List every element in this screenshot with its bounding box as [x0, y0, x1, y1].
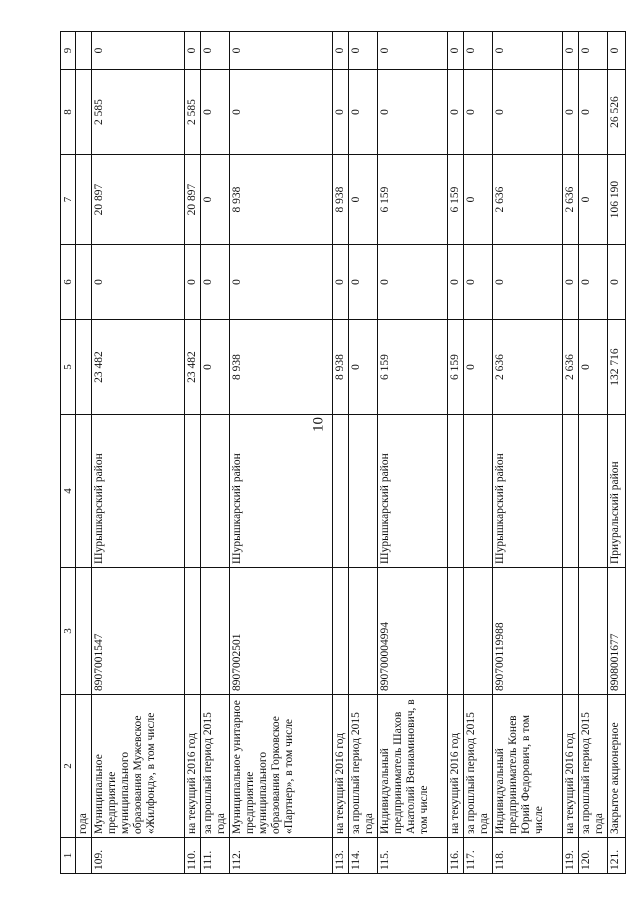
table-row — [448, 32, 464, 874]
value-cell: 0 — [185, 245, 201, 320]
rotated-table-container — [60, 32, 627, 874]
row-number-cell: 111. — [201, 838, 230, 874]
table-cell — [76, 155, 92, 245]
row-number-cell: 117. — [464, 838, 493, 874]
value-cell: 26 526 — [608, 70, 626, 155]
value-cell: 0 — [464, 32, 493, 70]
table-cell — [76, 320, 92, 415]
table-row — [230, 32, 333, 874]
district-cell — [349, 415, 378, 568]
value-cell: 6 159 — [378, 320, 448, 415]
header-cell: 7 — [61, 155, 76, 245]
value-cell: 2 636 — [493, 155, 563, 245]
table-cell — [76, 838, 92, 874]
value-cell: 0 — [464, 245, 493, 320]
value-cell: 0 — [201, 70, 230, 155]
table-row — [464, 32, 493, 874]
value-cell: 0 — [493, 32, 563, 70]
inn-cell: 8907001547 — [92, 568, 185, 695]
header-cell: 3 — [61, 568, 76, 695]
table-cell — [76, 70, 92, 155]
entity-name-cell: Муниципальное предприятие муниципального образования Мужевское «Жилфонд», в том числе — [92, 695, 185, 838]
data-table — [60, 31, 626, 874]
header-row — [61, 32, 76, 874]
value-cell: 0 — [201, 320, 230, 415]
value-cell: 0 — [608, 32, 626, 70]
district-cell — [563, 415, 579, 568]
value-cell: 0 — [230, 70, 333, 155]
header-cell: 2 — [61, 695, 76, 838]
table-row — [563, 32, 579, 874]
value-cell: 0 — [333, 32, 349, 70]
district-cell — [464, 415, 493, 568]
value-cell: 2 585 — [92, 70, 185, 155]
value-cell: 23 482 — [92, 320, 185, 415]
header-cell: 8 — [61, 70, 76, 155]
value-cell: 8 938 — [230, 320, 333, 415]
value-cell: 0 — [448, 32, 464, 70]
row-number-cell: 115. — [378, 838, 448, 874]
header-cell: 4 — [61, 415, 76, 568]
district-cell: Шурышкарский район — [92, 415, 185, 568]
value-cell: 0 — [464, 155, 493, 245]
district-cell — [579, 415, 608, 568]
district-cell: Приуральский район — [608, 415, 626, 568]
row-number-cell: 118. — [493, 838, 563, 874]
value-cell: 0 — [333, 70, 349, 155]
district-cell — [333, 415, 349, 568]
inn-cell — [349, 568, 378, 695]
table-body — [92, 32, 626, 874]
entity-name-cell: Муниципальное унитарное предприятие муниципального образования Горковское «Партнер», в том числе — [230, 695, 333, 838]
value-cell: 0 — [579, 155, 608, 245]
value-cell: 0 — [333, 245, 349, 320]
value-cell: 2 585 — [185, 70, 201, 155]
continuation-row — [76, 32, 92, 874]
value-cell: 0 — [563, 245, 579, 320]
row-number-cell: 114. — [349, 838, 378, 874]
value-cell: 0 — [378, 245, 448, 320]
inn-cell — [448, 568, 464, 695]
value-cell: 0 — [349, 32, 378, 70]
value-cell: 8 938 — [230, 155, 333, 245]
value-cell: 0 — [464, 70, 493, 155]
header-cell: 1 — [61, 838, 76, 874]
value-cell: 0 — [563, 32, 579, 70]
value-cell: 6 159 — [448, 155, 464, 245]
row-number-cell: 121. — [608, 838, 626, 874]
row-number-cell: 112. — [230, 838, 333, 874]
value-cell: 8 938 — [333, 155, 349, 245]
inn-cell: 8908001677 — [608, 568, 626, 695]
value-cell: 0 — [201, 245, 230, 320]
value-cell: 23 482 — [185, 320, 201, 415]
entity-name-cell: Индивидуальный предприниматель Конев Юрий Федорович, в том числе — [493, 695, 563, 838]
value-cell: 0 — [349, 155, 378, 245]
table-row — [92, 32, 185, 874]
table-cell: года — [76, 695, 92, 838]
value-cell: 0 — [563, 70, 579, 155]
row-number-cell: 120. — [579, 838, 608, 874]
table-row — [493, 32, 563, 874]
value-cell: 0 — [230, 245, 333, 320]
value-cell: 106 190 — [608, 155, 626, 245]
value-cell: 0 — [579, 70, 608, 155]
value-cell: 0 — [92, 245, 185, 320]
entity-name-cell: за прошлый период 2015 года — [579, 695, 608, 838]
inn-cell — [563, 568, 579, 695]
inn-cell: 890700004994 — [378, 568, 448, 695]
entity-name-cell: за прошлый период 2015 года — [349, 695, 378, 838]
header-cell: 6 — [61, 245, 76, 320]
value-cell: 0 — [378, 70, 448, 155]
entity-name-cell: Закрытое акционерное — [608, 695, 626, 838]
value-cell: 0 — [579, 320, 608, 415]
inn-cell — [185, 568, 201, 695]
value-cell: 20 897 — [92, 155, 185, 245]
header-cell: 9 — [61, 32, 76, 70]
value-cell: 6 159 — [448, 320, 464, 415]
district-cell: Шурышкарский район — [230, 415, 333, 568]
row-number-cell: 119. — [563, 838, 579, 874]
value-cell: 2 636 — [563, 320, 579, 415]
table-cell — [76, 568, 92, 695]
value-cell: 0 — [349, 70, 378, 155]
value-cell: 0 — [493, 245, 563, 320]
table-row — [185, 32, 201, 874]
entity-name-cell: на текущий 2016 год — [185, 695, 201, 838]
table-row — [608, 32, 626, 874]
value-cell: 2 636 — [493, 320, 563, 415]
value-cell: 8 938 — [333, 320, 349, 415]
district-cell — [201, 415, 230, 568]
value-cell: 20 897 — [185, 155, 201, 245]
entity-name-cell: Индивидуальный предприниматель Шахов Анатолий Вениаминович, в том числе — [378, 695, 448, 838]
table-row — [378, 32, 448, 874]
value-cell: 2 636 — [563, 155, 579, 245]
page-number: 10 — [310, 417, 327, 432]
value-cell: 0 — [92, 32, 185, 70]
table-row — [579, 32, 608, 874]
district-cell — [185, 415, 201, 568]
row-number-cell: 109. — [92, 838, 185, 874]
inn-cell — [464, 568, 493, 695]
entity-name-cell: на текущий 2016 год — [448, 695, 464, 838]
value-cell: 132 716 — [608, 320, 626, 415]
inn-cell: 8907002501 — [230, 568, 333, 695]
value-cell: 0 — [349, 320, 378, 415]
row-number-cell: 113. — [333, 838, 349, 874]
inn-cell — [201, 568, 230, 695]
entity-name-cell: за прошлый период 2015 года — [201, 695, 230, 838]
value-cell: 0 — [608, 245, 626, 320]
table-row — [201, 32, 230, 874]
district-cell: Шурышкарский район — [493, 415, 563, 568]
value-cell: 0 — [201, 32, 230, 70]
value-cell: 0 — [448, 70, 464, 155]
table-cell — [76, 32, 92, 70]
inn-cell — [333, 568, 349, 695]
district-cell — [448, 415, 464, 568]
value-cell: 6 159 — [378, 155, 448, 245]
header-cell: 5 — [61, 320, 76, 415]
row-number-cell: 110. — [185, 838, 201, 874]
entity-name-cell: за прошлый период 2015 года — [464, 695, 493, 838]
table-cell — [76, 245, 92, 320]
value-cell: 0 — [185, 32, 201, 70]
table-cell — [76, 415, 92, 568]
inn-cell — [579, 568, 608, 695]
value-cell: 0 — [230, 32, 333, 70]
inn-cell: 890700119988 — [493, 568, 563, 695]
entity-name-cell: на текущий 2016 год — [563, 695, 579, 838]
value-cell: 0 — [464, 320, 493, 415]
value-cell: 0 — [378, 32, 448, 70]
table-row — [333, 32, 349, 874]
value-cell: 0 — [448, 245, 464, 320]
row-number-cell: 116. — [448, 838, 464, 874]
value-cell: 0 — [201, 155, 230, 245]
value-cell: 0 — [579, 245, 608, 320]
value-cell: 0 — [493, 70, 563, 155]
value-cell: 0 — [349, 245, 378, 320]
entity-name-cell: на текущий 2016 год — [333, 695, 349, 838]
value-cell: 0 — [579, 32, 608, 70]
district-cell: Шурышкарский район — [378, 415, 448, 568]
table-row — [349, 32, 378, 874]
